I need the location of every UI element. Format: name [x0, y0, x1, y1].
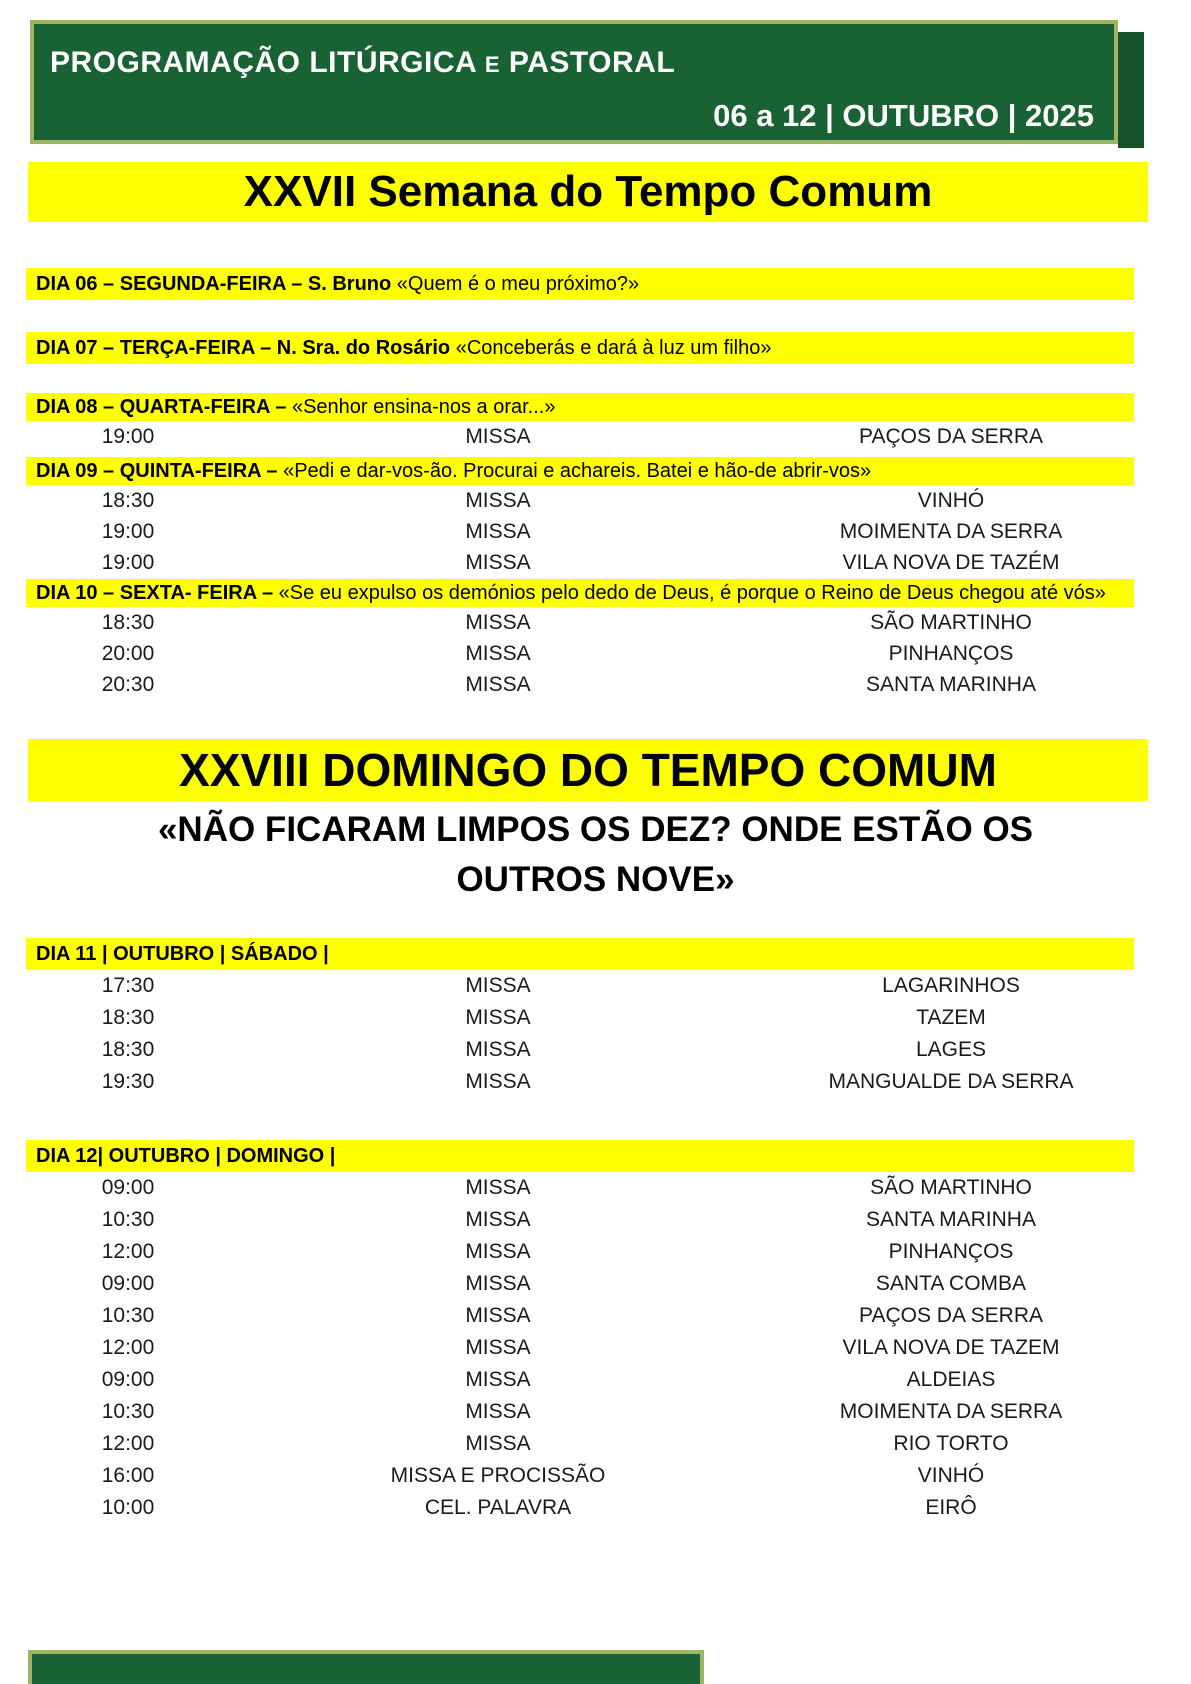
row-place: MOIMENTA DA SERRA — [839, 519, 1063, 543]
schedule-row — [28, 421, 1134, 453]
sunday-title-banner: XXVIII DOMINGO DO TEMPO COMUM — [28, 739, 1148, 801]
row-event: MISSA — [465, 641, 531, 665]
day-header-dia-06 — [26, 268, 1134, 300]
row-time: 18:30 — [101, 488, 155, 512]
schedule-row — [28, 669, 1134, 700]
row-time: 10:30 — [101, 1304, 155, 1327]
day-rows — [0, 607, 1191, 700]
row-time: 09:00 — [101, 1272, 155, 1295]
header-banner — [30, 20, 1118, 144]
day-label: DIA 10 – SEXTA- FEIRA – — [36, 582, 274, 604]
schedule-row — [28, 1460, 1134, 1492]
row-place: SANTA MARINHA — [866, 672, 1036, 696]
row-time: 20:30 — [101, 672, 155, 696]
schedule-row — [28, 1332, 1134, 1364]
row-time: 19:30 — [101, 1070, 155, 1093]
day-label: DIA 08 – QUARTA-FEIRA – — [36, 396, 287, 418]
row-time: 10:00 — [101, 1496, 155, 1519]
row-event: MISSA — [465, 1176, 531, 1199]
row-place: PAÇOS DA SERRA — [859, 1304, 1043, 1327]
row-place: SÃO MARTINHO — [870, 1176, 1032, 1199]
footer-green-bar — [28, 1650, 704, 1684]
schedule-row — [28, 547, 1134, 578]
day-header-dia-10 — [26, 579, 1134, 607]
row-event: MISSA — [465, 1208, 531, 1231]
row-event: MISSA — [465, 1336, 531, 1359]
row-event: MISSA — [465, 1038, 531, 1061]
row-event: MISSA — [465, 1304, 531, 1327]
row-place: VILA NOVA DE TAZÉM — [842, 550, 1060, 574]
row-place: PINHANÇOS — [888, 1240, 1014, 1263]
schedule-row — [28, 516, 1134, 547]
schedule-row — [28, 607, 1134, 638]
day-header-dia-08 — [26, 393, 1134, 421]
row-place: TAZEM — [916, 1006, 986, 1029]
row-place: SÃO MARTINHO — [870, 610, 1032, 634]
page-title-main: PROGRAMAÇÃO LITÚRGICA — [50, 46, 477, 79]
day-quote: «Senhor ensina-nos a orar...» — [291, 396, 556, 418]
row-place: SANTA MARINHA — [866, 1208, 1036, 1231]
row-event: MISSA — [465, 425, 531, 448]
row-event: CEL. PALAVRA — [424, 1496, 572, 1519]
row-time: 09:00 — [101, 1368, 155, 1391]
row-time: 19:00 — [101, 519, 155, 543]
row-time: 19:00 — [101, 550, 155, 574]
schedule-row — [28, 485, 1134, 516]
row-event: MISSA — [465, 672, 531, 696]
day-quote: «Se eu expulso os demónios pelo dedo de Deus, é porque o Reino de Deus chegou até vós» — [278, 582, 1106, 604]
day-quote: «Conceberás e dará à luz um filho» — [455, 337, 772, 359]
schedule-row — [28, 638, 1134, 669]
day-header-dia-09 — [26, 457, 1134, 485]
row-event: MISSA — [465, 1070, 531, 1093]
row-time: 18:30 — [101, 610, 155, 634]
row-event: MISSA — [465, 1368, 531, 1391]
day-header-dia-12 — [26, 1140, 1134, 1172]
row-place: VINHÓ — [917, 488, 985, 512]
day-label: DIA 06 – SEGUNDA-FEIRA – S. Bruno — [36, 273, 392, 295]
row-place: LAGARINHOS — [882, 974, 1020, 997]
row-event: MISSA — [465, 1272, 531, 1295]
row-time: 12:00 — [101, 1240, 155, 1263]
row-event: MISSA — [465, 610, 531, 634]
row-place: PINHANÇOS — [888, 641, 1014, 665]
sunday-subtitle: «NÃO FICARAM LIMPOS OS DEZ? ONDE ESTÃO OS OUTROS NOVE» — [157, 810, 1034, 899]
week-title-banner: XXVII Semana do Tempo Comum — [28, 162, 1148, 222]
day-quote: «Pedi e dar-vos-ão. Procurai e achareis. Batei e hão-de abrir-vos» — [283, 460, 872, 482]
row-place: LAGES — [915, 1038, 987, 1061]
page-title-tail: PASTORAL — [508, 46, 676, 79]
schedule-row — [28, 1300, 1134, 1332]
row-place: ALDEIAS — [906, 1368, 996, 1391]
day-label: DIA 11 | OUTUBRO | SÁBADO | — [36, 943, 329, 965]
row-time: 19:00 — [101, 425, 155, 448]
day-label: DIA 09 – QUINTA-FEIRA – — [36, 460, 278, 482]
schedule-row — [28, 1172, 1134, 1204]
schedule-row — [28, 1204, 1134, 1236]
schedule-row — [28, 970, 1134, 1002]
row-event: MISSA — [465, 488, 531, 512]
row-time: 18:30 — [101, 1038, 155, 1061]
day-label: DIA 12| OUTUBRO | DOMINGO | — [36, 1145, 336, 1167]
day-rows — [0, 970, 1191, 1098]
page-title-conjunction: E — [484, 52, 501, 77]
row-place: MOIMENTA DA SERRA — [839, 1400, 1063, 1423]
row-place: EIRÔ — [925, 1496, 977, 1519]
row-event: MISSA — [465, 1432, 531, 1455]
row-time: 09:00 — [101, 1176, 155, 1199]
row-time: 17:30 — [101, 974, 155, 997]
schedule-row — [28, 1002, 1134, 1034]
schedule-row — [28, 1034, 1134, 1066]
day-header-dia-11 — [26, 938, 1134, 970]
row-event: MISSA — [465, 1240, 531, 1263]
row-place: RIO TORTO — [893, 1432, 1009, 1455]
row-time: 18:30 — [101, 1006, 155, 1029]
row-event: MISSA E PROCISSÃO — [390, 1464, 606, 1487]
row-event: MISSA — [465, 550, 531, 574]
day-label: DIA 07 – TERÇA-FEIRA – N. Sra. do Rosário — [36, 337, 451, 359]
row-time: 10:30 — [101, 1400, 155, 1423]
row-event: MISSA — [465, 974, 531, 997]
schedule-row — [28, 1268, 1134, 1300]
row-event: MISSA — [465, 1400, 531, 1423]
row-event: MISSA — [465, 1006, 531, 1029]
row-place: VINHÓ — [917, 1464, 985, 1487]
schedule-row — [28, 1364, 1134, 1396]
date-range: 06 a 12 | OUTUBRO | 2025 — [713, 98, 1094, 133]
schedule-row — [28, 1428, 1134, 1460]
row-time: 20:00 — [101, 641, 155, 665]
row-time: 12:00 — [101, 1336, 155, 1359]
row-place: PAÇOS DA SERRA — [859, 425, 1043, 448]
row-time: 12:00 — [101, 1432, 155, 1455]
row-place: VILA NOVA DE TAZEM — [842, 1336, 1060, 1359]
page-title — [50, 46, 675, 80]
day-quote: «Quem é o meu próximo?» — [396, 273, 640, 295]
row-time: 16:00 — [101, 1464, 155, 1487]
day-rows — [0, 485, 1191, 578]
schedule-row — [28, 1396, 1134, 1428]
schedule-row — [28, 1492, 1134, 1524]
schedule-row — [28, 1236, 1134, 1268]
row-place: SANTA COMBA — [875, 1272, 1027, 1295]
day-rows — [0, 1172, 1191, 1524]
row-event: MISSA — [465, 519, 531, 543]
row-time: 10:30 — [101, 1208, 155, 1231]
day-header-dia-07 — [26, 332, 1134, 364]
schedule-row — [28, 1066, 1134, 1098]
row-place: MANGUALDE DA SERRA — [828, 1070, 1074, 1093]
